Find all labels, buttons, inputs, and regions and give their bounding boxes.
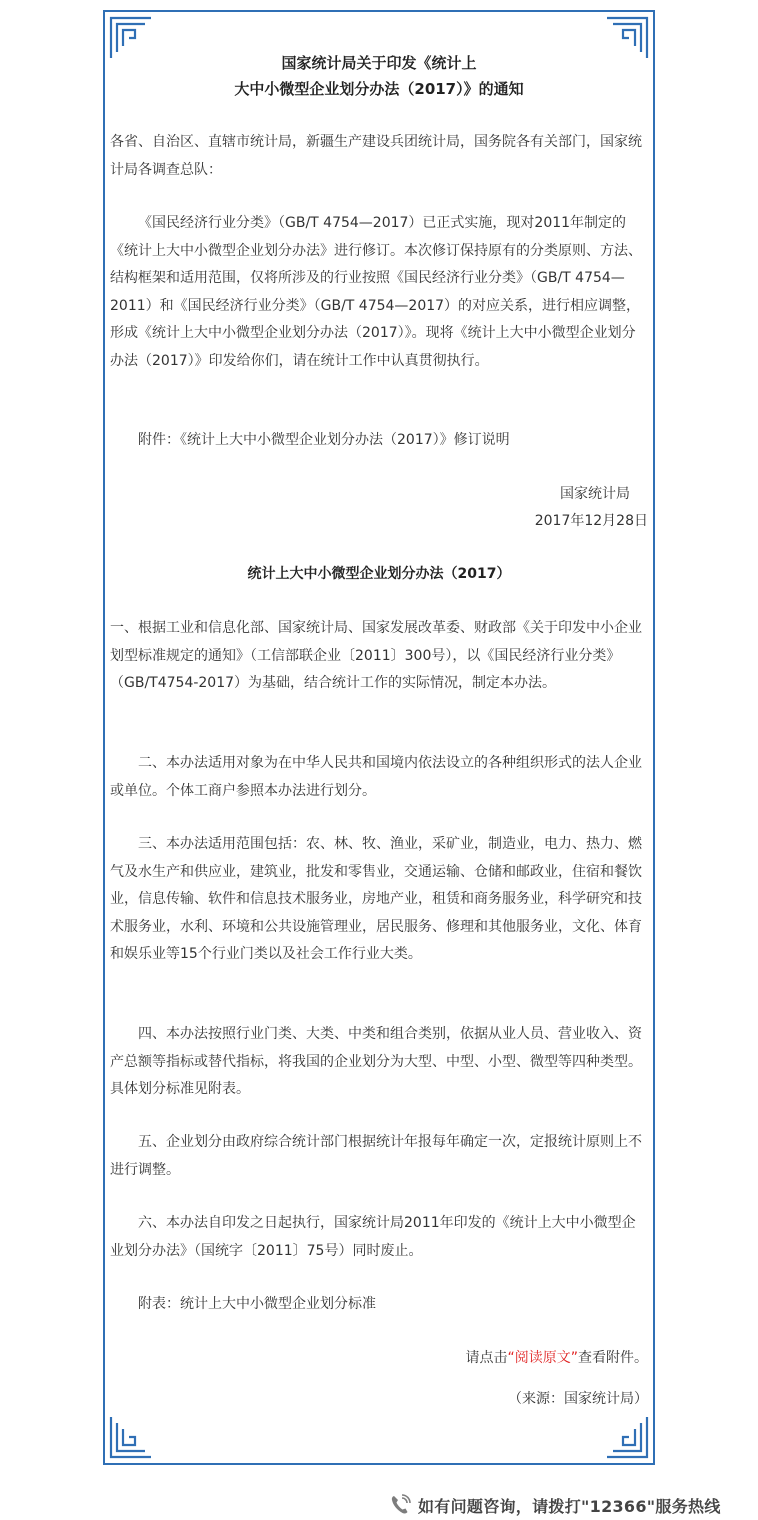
issue-date: 2017年12月28日 — [534, 513, 648, 529]
hotline-text: 如有问题咨询，请拨打"12366"服务热线 — [418, 1496, 721, 1516]
document-frame — [103, 10, 655, 1465]
appendix-line: 附表：统计上大中小微型企业划分标准 — [138, 1296, 376, 1312]
read-original-link[interactable]: “阅读原文” — [507, 1350, 578, 1366]
issuer: 国家统计局 — [560, 486, 630, 502]
source-line: （来源：国家统计局） — [508, 1391, 648, 1407]
notice-title-line2: 大中小微型企业划分办法（2017）》的通知 — [234, 80, 524, 98]
method-item-4: 四、本办法按照行业门类、大类、中类和组合类别，依据从业人员、营业收入、资产总额等指标或替代指标，将我国的企业划分为大型、中型、小型、微型等四种类型。具体划分标准见附表。 — [110, 1026, 642, 1097]
notice-title-line1: 国家统计局关于印发《统计上 — [281, 54, 477, 72]
method-item-5: 五、企业划分由政府综合统计部门根据统计年报每年确定一次，定报统计原则上不进行调整。 — [110, 1134, 642, 1178]
corner-ornament-icon — [605, 1415, 649, 1459]
method-item-3: 三、本办法适用范围包括：农、林、牧、渔业，采矿业，制造业，电力、热力、燃气及水生产和供应业，建筑业，批发和零售业，交通运输、仓储和邮政业，住宿和餐饮业，信息传输、软件和信息技术服务业，房地产业，租赁和商务服务业，科学研究和技术服务业，水利、环境和公共设施管理业，居民服务、修理和其他服务业，文化、体育和娱乐业等15个行业门类以及社会工作行业大类。 — [110, 836, 642, 962]
salutation: 各省、自治区、直辖市统计局，新疆生产建设兵团统计局，国务院各有关部门，国家统计局各调查总队： — [110, 134, 642, 178]
read-more-prefix: 请点击 — [465, 1350, 508, 1366]
notice-body: 《国民经济行业分类》（GB/T 4754—2017）已正式实施，现对2011年制定的《统计上大中小微型企业划分办法》进行修订。本次修订保持原有的分类原则、方法、结构框架和适用范围，仅将所涉及的行业按照《国民经济行业分类》（GB/T 4754—2011）和《国民经济行业分类》（GB/T 4754—2017）的对应关系，进行相应调整，形成《统计上大中小微型企业划分办法（2017）》。现将《统计上大中小微型企业划分办法（2017）》印发给你们，请在统计工作中认真贯彻执行。 — [110, 215, 642, 369]
attachment-line: 附件：《统计上大中小微型企业划分办法（2017）》修订说明 — [138, 432, 510, 448]
method-item-6: 六、本办法自印发之日起执行，国家统计局2011年印发的《统计上大中小微型企业划分办法》（国统字〔2011〕75号）同时废止。 — [110, 1215, 636, 1259]
method-item-1: 一、根据工业和信息化部、国家统计局、国家发展改革委、财政部《关于印发中小企业划型标准规定的通知》（工信部联企业〔2011〕300号），以《国民经济行业分类》（GB/T4754-2017）为基础，结合统计工作的实际情况，制定本办法。 — [110, 620, 642, 691]
read-more-suffix: 查看附件。 — [578, 1350, 648, 1366]
hotline-footer — [388, 1490, 758, 1520]
corner-ornament-icon — [109, 1415, 153, 1459]
read-more-line — [110, 1345, 648, 1373]
phone-icon — [388, 1493, 412, 1517]
method-item-2: 二、本办法适用对象为在中华人民共和国境内依法设立的各种组织形式的法人企业或单位。个体工商户参照本办法进行划分。 — [110, 755, 642, 799]
method-title: 统计上大中小微型企业划分办法（2017） — [247, 566, 511, 582]
